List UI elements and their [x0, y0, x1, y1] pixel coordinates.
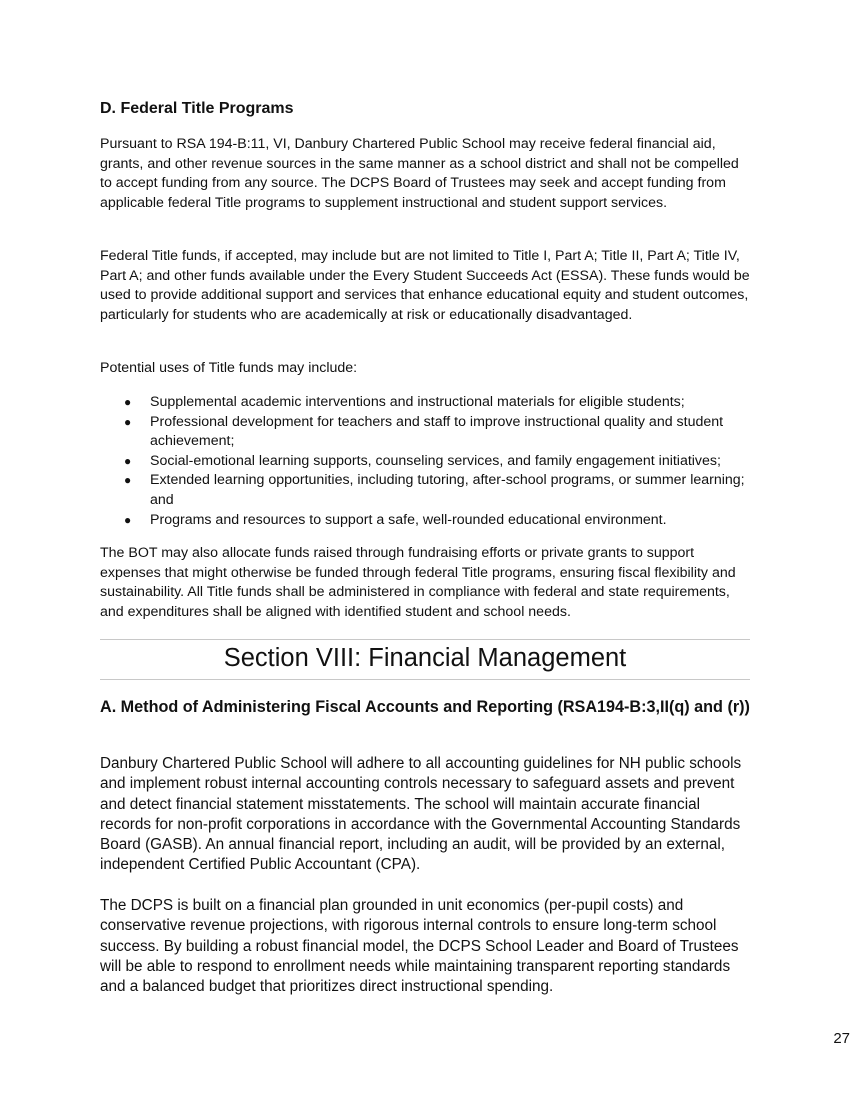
section-divider-top: [100, 639, 750, 640]
bullet-icon: ●: [124, 395, 132, 409]
bullet-icon: ●: [124, 414, 132, 429]
bullet-icon: ●: [124, 473, 132, 488]
title-funds-uses-list: [100, 393, 750, 530]
list-item-text: Supplemental academic interventions and instructional materials for eligible students;: [150, 394, 685, 410]
list-item-text: Professional development for teachers and staff to improve instructional quality and student achievement;: [150, 413, 724, 450]
bullet-icon: ●: [124, 512, 132, 527]
federal-title-closing: The BOT may also allocate funds raised through fundraising efforts or private grants to support expenses that might otherwise be funded through federal Title programs, ensuring fiscal flexibility and sustainability. All Title funds shall be administered in compliance with federal and state requirements, and expenditures shall be aligned with identified student and school needs.: [100, 545, 736, 620]
federal-title-uses-intro: Potential uses of Title funds may include:: [100, 360, 358, 376]
page-number: 27: [833, 1030, 850, 1047]
list-item: [100, 393, 750, 413]
list-item: [100, 471, 750, 510]
federal-title-paragraph: Pursuant to RSA 194-B:11, VI, Danbury Chartered Public School may receive federal financial aid, grants, and other revenue sources in the same manner as a school district and shall not be compelled to accept funding from any source. The DCPS Board of Trustees may seek and accept funding from applicable federal Title programs to supplement instructional and student support services.: [100, 136, 739, 211]
bullet-icon: ●: [124, 453, 132, 468]
section-title: Section VIII: Financial Management: [223, 644, 627, 672]
list-item: [100, 452, 750, 472]
list-item: [100, 511, 750, 531]
fiscal-accounts-paragraph: Danbury Chartered Public School will adhere to all accounting guidelines for NH public schools and implement robust internal accounting controls necessary to safeguard assets and prevent and detect financial statement misstatements. The school will maintain accurate financial records for non-profit corporations in accordance with the Governmental Accounting Standards Board (GASB). An annual financial report, including an audit, will be provided by an external, independent Certified Public Accountant (CPA).: [100, 755, 742, 874]
federal-title-paragraph: Federal Title funds, if accepted, may include but are not limited to Title I, Part A; Title II, Part A; Title IV, Part A; and other funds available under the Every Student Succeeds Act (ESSA). These funds would be used to provide additional support and services that enhance educational equity and student outcomes, particularly for students who are academically at risk or educationally disadvantaged.: [100, 248, 750, 323]
list-item: [100, 413, 750, 452]
document-page: [100, 0, 850, 1100]
list-item-text: Extended learning opportunities, including tutoring, after-school programs, or summer learning; and: [150, 472, 745, 508]
list-item-text: Programs and resources to support a safe, well-rounded educational environment.: [150, 511, 667, 528]
federal-title-heading: D. Federal Title Programs: [100, 100, 294, 117]
fiscal-accounts-heading: A. Method of Administering Fiscal Accounts and Reporting (RSA194-B:3,II(q) and (r)): [100, 698, 750, 716]
section-divider-bottom: [100, 679, 750, 680]
list-item-text: Social-emotional learning supports, counseling services, and family engagement initiatives;: [150, 452, 721, 469]
financial-plan-paragraph: The DCPS is built on a financial plan grounded in unit economics (per-pupil costs) and conservative revenue projections, with rigorous internal controls to ensure long-term school success. By building a robust financial model, the DCPS School Leader and Board of Trustees will be able to respond to enrollment needs while maintaining transparent reporting standards and a balanced budget that prioritizes direct instructional spending.: [100, 897, 739, 996]
